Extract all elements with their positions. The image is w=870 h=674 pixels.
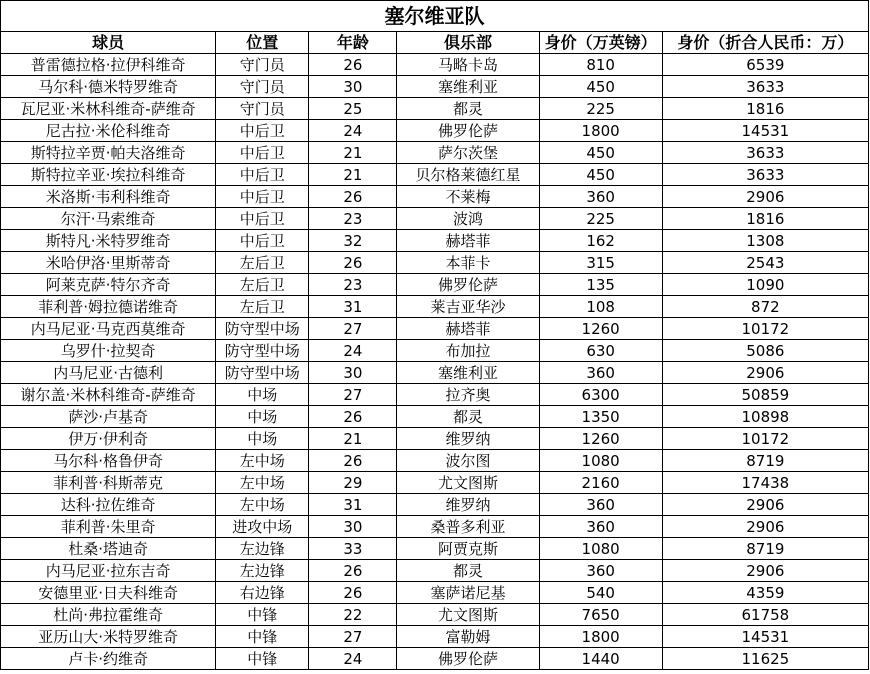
value-cny-cell[interactable]: 1816 bbox=[662, 208, 868, 230]
player-cell[interactable]: 达科·拉佐维奇 bbox=[1, 494, 216, 516]
age-cell[interactable]: 26 bbox=[309, 54, 397, 76]
value-gbp-cell[interactable]: 810 bbox=[539, 54, 662, 76]
club-cell[interactable]: 赫塔菲 bbox=[397, 230, 539, 252]
header-row bbox=[1, 32, 869, 54]
table-row bbox=[1, 340, 869, 362]
table-row bbox=[1, 626, 869, 648]
value-cny-cell[interactable]: 61758 bbox=[662, 604, 868, 626]
club-cell[interactable]: 都灵 bbox=[397, 406, 539, 428]
player-cell[interactable]: 马尔科·德米特罗维奇 bbox=[1, 76, 216, 98]
age-cell[interactable]: 25 bbox=[309, 98, 397, 120]
value-cny-cell[interactable]: 1816 bbox=[662, 98, 868, 120]
value-cny-cell[interactable]: 10172 bbox=[662, 318, 868, 340]
age-cell[interactable]: 27 bbox=[309, 318, 397, 340]
position-cell[interactable]: 防守型中场 bbox=[216, 340, 309, 362]
club-cell[interactable]: 拉齐奥 bbox=[397, 384, 539, 406]
table-row bbox=[1, 428, 869, 450]
value-gbp-cell[interactable]: 360 bbox=[539, 494, 662, 516]
club-cell[interactable]: 布加拉 bbox=[397, 340, 539, 362]
value-gbp-cell[interactable]: 225 bbox=[539, 208, 662, 230]
table-row bbox=[1, 208, 869, 230]
table-row bbox=[1, 54, 869, 76]
value-gbp-cell[interactable]: 162 bbox=[539, 230, 662, 252]
player-cell[interactable]: 菲利普·朱里奇 bbox=[1, 516, 216, 538]
club-cell[interactable]: 维罗纳 bbox=[397, 428, 539, 450]
value-gbp-cell[interactable]: 1800 bbox=[539, 120, 662, 142]
header-player[interactable]: 球员 bbox=[1, 32, 216, 54]
value-cny-cell[interactable]: 17438 bbox=[662, 472, 868, 494]
position-cell[interactable]: 守门员 bbox=[216, 54, 309, 76]
player-cell[interactable]: 萨沙·卢基奇 bbox=[1, 406, 216, 428]
value-cny-cell[interactable]: 2543 bbox=[662, 252, 868, 274]
table-row bbox=[1, 538, 869, 560]
table-row bbox=[1, 164, 869, 186]
header-position[interactable]: 位置 bbox=[216, 32, 309, 54]
age-cell[interactable]: 23 bbox=[309, 274, 397, 296]
position-cell[interactable]: 左后卫 bbox=[216, 274, 309, 296]
position-cell[interactable]: 中场 bbox=[216, 428, 309, 450]
position-cell[interactable]: 中后卫 bbox=[216, 186, 309, 208]
club-cell[interactable]: 塞维利亚 bbox=[397, 76, 539, 98]
club-cell[interactable]: 桑普多利亚 bbox=[397, 516, 539, 538]
title-row bbox=[1, 1, 869, 32]
club-cell[interactable]: 佛罗伦萨 bbox=[397, 120, 539, 142]
position-cell[interactable]: 左中场 bbox=[216, 450, 309, 472]
table-row bbox=[1, 472, 869, 494]
age-cell[interactable]: 26 bbox=[309, 252, 397, 274]
club-cell[interactable]: 莱吉亚华沙 bbox=[397, 296, 539, 318]
age-cell[interactable]: 24 bbox=[309, 340, 397, 362]
table-row bbox=[1, 142, 869, 164]
value-gbp-cell[interactable]: 1260 bbox=[539, 318, 662, 340]
club-cell[interactable]: 本菲卡 bbox=[397, 252, 539, 274]
age-cell[interactable]: 24 bbox=[309, 648, 397, 670]
value-cny-cell[interactable]: 2906 bbox=[662, 362, 868, 384]
position-cell[interactable]: 中锋 bbox=[216, 604, 309, 626]
age-cell[interactable]: 21 bbox=[309, 164, 397, 186]
club-cell[interactable]: 贝尔格莱德红星 bbox=[397, 164, 539, 186]
position-cell[interactable]: 守门员 bbox=[216, 98, 309, 120]
age-cell[interactable]: 32 bbox=[309, 230, 397, 252]
player-cell[interactable]: 尔汗·马索维奇 bbox=[1, 208, 216, 230]
player-cell[interactable]: 瓦尼亚·米林科维奇-萨维奇 bbox=[1, 98, 216, 120]
age-cell[interactable]: 24 bbox=[309, 120, 397, 142]
position-cell[interactable]: 守门员 bbox=[216, 76, 309, 98]
value-gbp-cell[interactable]: 225 bbox=[539, 98, 662, 120]
value-gbp-cell[interactable]: 1440 bbox=[539, 648, 662, 670]
value-cny-cell[interactable]: 3633 bbox=[662, 76, 868, 98]
value-gbp-cell[interactable]: 2160 bbox=[539, 472, 662, 494]
value-cny-cell[interactable]: 2906 bbox=[662, 560, 868, 582]
player-cell[interactable]: 菲利普·姆拉德诺维奇 bbox=[1, 296, 216, 318]
value-cny-cell[interactable]: 3633 bbox=[662, 164, 868, 186]
player-cell[interactable]: 杜尚·弗拉霍维奇 bbox=[1, 604, 216, 626]
player-cell[interactable]: 伊万·伊利奇 bbox=[1, 428, 216, 450]
table-row bbox=[1, 582, 869, 604]
table-row bbox=[1, 560, 869, 582]
table-body bbox=[1, 54, 869, 670]
value-gbp-cell[interactable]: 360 bbox=[539, 186, 662, 208]
age-cell[interactable]: 30 bbox=[309, 76, 397, 98]
value-gbp-cell[interactable]: 540 bbox=[539, 582, 662, 604]
position-cell[interactable]: 左中场 bbox=[216, 494, 309, 516]
value-gbp-cell[interactable]: 1080 bbox=[539, 538, 662, 560]
value-cny-cell[interactable]: 2906 bbox=[662, 494, 868, 516]
table-row bbox=[1, 274, 869, 296]
table-row bbox=[1, 362, 869, 384]
table-row bbox=[1, 450, 869, 472]
player-cell[interactable]: 内马尼亚·拉东吉奇 bbox=[1, 560, 216, 582]
age-cell[interactable]: 26 bbox=[309, 186, 397, 208]
player-cell[interactable]: 谢尔盖·米林科维奇-萨维奇 bbox=[1, 384, 216, 406]
table-row bbox=[1, 98, 869, 120]
age-cell[interactable]: 30 bbox=[309, 362, 397, 384]
age-cell[interactable]: 30 bbox=[309, 516, 397, 538]
player-cell[interactable]: 菲利普·科斯蒂克 bbox=[1, 472, 216, 494]
position-cell[interactable]: 左后卫 bbox=[216, 252, 309, 274]
value-cny-cell[interactable]: 11625 bbox=[662, 648, 868, 670]
value-cny-cell[interactable]: 2906 bbox=[662, 516, 868, 538]
value-gbp-cell[interactable]: 360 bbox=[539, 516, 662, 538]
age-cell[interactable]: 27 bbox=[309, 384, 397, 406]
value-gbp-cell[interactable]: 1260 bbox=[539, 428, 662, 450]
table-row bbox=[1, 406, 869, 428]
value-cny-cell[interactable]: 14531 bbox=[662, 120, 868, 142]
table-title[interactable]: 塞尔维亚队 bbox=[1, 1, 869, 32]
value-cny-cell[interactable]: 8719 bbox=[662, 538, 868, 560]
club-cell[interactable]: 都灵 bbox=[397, 98, 539, 120]
position-cell[interactable]: 防守型中场 bbox=[216, 318, 309, 340]
value-cny-cell[interactable]: 3633 bbox=[662, 142, 868, 164]
value-gbp-cell[interactable]: 108 bbox=[539, 296, 662, 318]
value-cny-cell[interactable]: 6539 bbox=[662, 54, 868, 76]
position-cell[interactable]: 中后卫 bbox=[216, 164, 309, 186]
value-gbp-cell[interactable]: 315 bbox=[539, 252, 662, 274]
value-gbp-cell[interactable]: 135 bbox=[539, 274, 662, 296]
value-cny-cell[interactable]: 2906 bbox=[662, 186, 868, 208]
club-cell[interactable]: 阿贾克斯 bbox=[397, 538, 539, 560]
position-cell[interactable]: 进攻中场 bbox=[216, 516, 309, 538]
age-cell[interactable]: 26 bbox=[309, 406, 397, 428]
value-cny-cell[interactable]: 10172 bbox=[662, 428, 868, 450]
table-row bbox=[1, 318, 869, 340]
club-cell[interactable]: 马略卡岛 bbox=[397, 54, 539, 76]
position-cell[interactable]: 中后卫 bbox=[216, 230, 309, 252]
player-cell[interactable]: 斯特凡·米特罗维奇 bbox=[1, 230, 216, 252]
position-cell[interactable]: 中后卫 bbox=[216, 120, 309, 142]
value-cny-cell[interactable]: 1308 bbox=[662, 230, 868, 252]
age-cell[interactable]: 33 bbox=[309, 538, 397, 560]
player-cell[interactable]: 卢卡·约维奇 bbox=[1, 648, 216, 670]
position-cell[interactable]: 左后卫 bbox=[216, 296, 309, 318]
player-cell[interactable]: 米洛斯·韦利科维奇 bbox=[1, 186, 216, 208]
position-cell[interactable]: 中后卫 bbox=[216, 208, 309, 230]
value-gbp-cell[interactable]: 360 bbox=[539, 362, 662, 384]
position-cell[interactable]: 中后卫 bbox=[216, 142, 309, 164]
value-gbp-cell[interactable]: 1350 bbox=[539, 406, 662, 428]
position-cell[interactable]: 右边锋 bbox=[216, 582, 309, 604]
club-cell[interactable]: 塞萨诺尼基 bbox=[397, 582, 539, 604]
player-cell[interactable]: 斯特拉辛贾·帕夫洛维奇 bbox=[1, 142, 216, 164]
age-cell[interactable]: 26 bbox=[309, 560, 397, 582]
table-row bbox=[1, 252, 869, 274]
age-cell[interactable]: 31 bbox=[309, 494, 397, 516]
value-cny-cell[interactable]: 8719 bbox=[662, 450, 868, 472]
value-gbp-cell[interactable]: 360 bbox=[539, 560, 662, 582]
header-value-gbp[interactable]: 身价（万英镑） bbox=[539, 32, 662, 54]
table-row bbox=[1, 76, 869, 98]
value-cny-cell[interactable]: 50859 bbox=[662, 384, 868, 406]
header-value-cny[interactable]: 身价（折合人民币：万） bbox=[662, 32, 868, 54]
value-gbp-cell[interactable]: 450 bbox=[539, 142, 662, 164]
value-gbp-cell[interactable]: 7650 bbox=[539, 604, 662, 626]
age-cell[interactable]: 21 bbox=[309, 428, 397, 450]
age-cell[interactable]: 29 bbox=[309, 472, 397, 494]
position-cell[interactable]: 防守型中场 bbox=[216, 362, 309, 384]
table-row bbox=[1, 186, 869, 208]
player-cell[interactable]: 内马尼亚·古德利 bbox=[1, 362, 216, 384]
age-cell[interactable]: 27 bbox=[309, 626, 397, 648]
age-cell[interactable]: 22 bbox=[309, 604, 397, 626]
player-cell[interactable]: 普雷德拉格·拉伊科维奇 bbox=[1, 54, 216, 76]
club-cell[interactable]: 富勒姆 bbox=[397, 626, 539, 648]
value-cny-cell[interactable]: 14531 bbox=[662, 626, 868, 648]
value-cny-cell[interactable]: 5086 bbox=[662, 340, 868, 362]
value-gbp-cell[interactable]: 450 bbox=[539, 76, 662, 98]
age-cell[interactable]: 26 bbox=[309, 450, 397, 472]
age-cell[interactable]: 26 bbox=[309, 582, 397, 604]
value-gbp-cell[interactable]: 630 bbox=[539, 340, 662, 362]
table-row bbox=[1, 604, 869, 626]
player-cell[interactable]: 亚历山大·米特罗维奇 bbox=[1, 626, 216, 648]
position-cell[interactable]: 中锋 bbox=[216, 648, 309, 670]
position-cell[interactable]: 左边锋 bbox=[216, 538, 309, 560]
age-cell[interactable]: 21 bbox=[309, 142, 397, 164]
player-cell[interactable]: 阿莱克萨·特尔齐奇 bbox=[1, 274, 216, 296]
value-gbp-cell[interactable]: 1080 bbox=[539, 450, 662, 472]
club-cell[interactable]: 佛罗伦萨 bbox=[397, 274, 539, 296]
player-cell[interactable]: 安德里亚·日夫科维奇 bbox=[1, 582, 216, 604]
table-row bbox=[1, 384, 869, 406]
club-cell[interactable]: 尤文图斯 bbox=[397, 604, 539, 626]
club-cell[interactable]: 塞维利亚 bbox=[397, 362, 539, 384]
club-cell[interactable]: 赫塔菲 bbox=[397, 318, 539, 340]
club-cell[interactable]: 尤文图斯 bbox=[397, 472, 539, 494]
value-gbp-cell[interactable]: 1800 bbox=[539, 626, 662, 648]
value-gbp-cell[interactable]: 450 bbox=[539, 164, 662, 186]
player-cell[interactable]: 乌罗什·拉契奇 bbox=[1, 340, 216, 362]
club-cell[interactable]: 波鸿 bbox=[397, 208, 539, 230]
player-cell[interactable]: 马尔科·格鲁伊奇 bbox=[1, 450, 216, 472]
club-cell[interactable]: 不莱梅 bbox=[397, 186, 539, 208]
club-cell[interactable]: 都灵 bbox=[397, 560, 539, 582]
table-row bbox=[1, 648, 869, 670]
value-gbp-cell[interactable]: 6300 bbox=[539, 384, 662, 406]
table-row bbox=[1, 230, 869, 252]
player-cell[interactable]: 斯特拉辛亚·埃拉科维奇 bbox=[1, 164, 216, 186]
club-cell[interactable]: 波尔图 bbox=[397, 450, 539, 472]
position-cell[interactable]: 中场 bbox=[216, 406, 309, 428]
value-cny-cell[interactable]: 1090 bbox=[662, 274, 868, 296]
value-cny-cell[interactable]: 872 bbox=[662, 296, 868, 318]
table-row bbox=[1, 296, 869, 318]
value-cny-cell[interactable]: 10898 bbox=[662, 406, 868, 428]
position-cell[interactable]: 左边锋 bbox=[216, 560, 309, 582]
club-cell[interactable]: 萨尔茨堡 bbox=[397, 142, 539, 164]
table-row bbox=[1, 516, 869, 538]
position-cell[interactable]: 中锋 bbox=[216, 626, 309, 648]
header-age[interactable]: 年龄 bbox=[309, 32, 397, 54]
age-cell[interactable]: 23 bbox=[309, 208, 397, 230]
table-row bbox=[1, 494, 869, 516]
player-cell[interactable]: 杜桑·塔迪奇 bbox=[1, 538, 216, 560]
position-cell[interactable]: 中场 bbox=[216, 384, 309, 406]
position-cell[interactable]: 左中场 bbox=[216, 472, 309, 494]
club-cell[interactable]: 佛罗伦萨 bbox=[397, 648, 539, 670]
player-cell[interactable]: 米哈伊洛·里斯蒂奇 bbox=[1, 252, 216, 274]
player-cell[interactable]: 内马尼亚·马克西莫维奇 bbox=[1, 318, 216, 340]
player-cell[interactable]: 尼古拉·米伦科维奇 bbox=[1, 120, 216, 142]
club-cell[interactable]: 维罗纳 bbox=[397, 494, 539, 516]
header-club[interactable]: 俱乐部 bbox=[397, 32, 539, 54]
table-row bbox=[1, 120, 869, 142]
age-cell[interactable]: 31 bbox=[309, 296, 397, 318]
value-cny-cell[interactable]: 4359 bbox=[662, 582, 868, 604]
